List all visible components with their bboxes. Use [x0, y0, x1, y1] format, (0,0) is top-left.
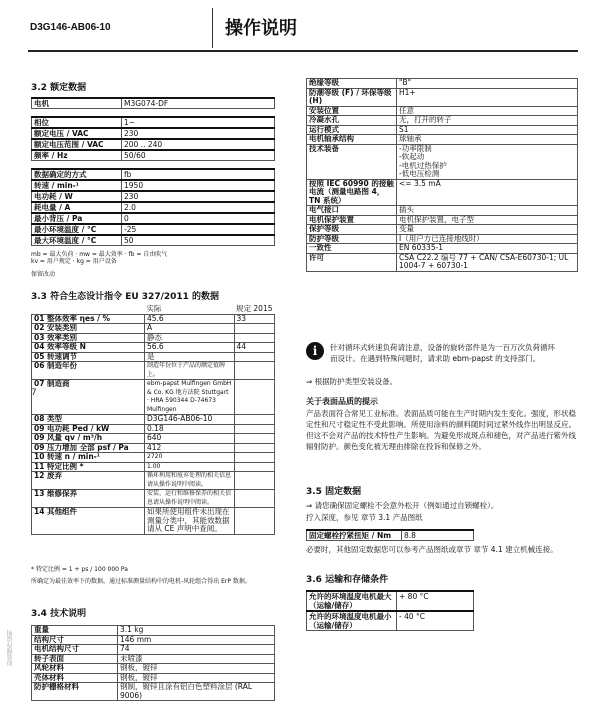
- rated-data-table-2: [31, 168, 275, 246]
- table-cell-value: 钢制，镀锌且涂有铝白色塑料涂层 (RAL 9006): [118, 683, 275, 701]
- table-row: [32, 169, 275, 180]
- table-cell-label: 14 其他组件: [32, 508, 145, 535]
- column-header-required: 规定 2015: [236, 304, 273, 313]
- table-cell-label: 固定螺栓拧紧扭矩 / Nm: [307, 530, 402, 541]
- table-cell-label: 03 效率类别: [32, 333, 145, 343]
- table-cell-label: 最小背压 / Pa: [32, 213, 122, 224]
- table-row: [32, 324, 275, 334]
- info-text: 针对循环式转速负荷请注意，设备的旋转部件是为一百万次负荷循环而设计。在遇到特殊问题时，请求助 ebm-papst 的支持部门。: [330, 343, 555, 363]
- table-cell-label: 频率 / Hz: [32, 150, 122, 161]
- table-row: [32, 415, 275, 425]
- table-row: [32, 472, 275, 490]
- table-cell-label: 风轮材料: [32, 664, 118, 674]
- rated-data-table-1: [31, 116, 275, 161]
- table-cell-label: 绝缘等级: [307, 79, 397, 89]
- table-row: [307, 79, 578, 89]
- table-cell-value: -功率限制 -软起动 -电机过热保护 -低电压检测: [397, 144, 578, 179]
- table-cell-label: 电机: [32, 98, 122, 109]
- table-cell-value: 50/60: [122, 150, 275, 161]
- table-cell-value: 412: [145, 443, 235, 453]
- table-row: [307, 215, 578, 225]
- table-cell-value: 74: [118, 645, 275, 655]
- table-cell-label: 防护栅格材料: [32, 683, 118, 701]
- table-row: [307, 179, 578, 206]
- table-cell-value: 插头: [397, 206, 578, 216]
- table-cell-label: 09 压力增加 全部 psf / Pa: [32, 443, 145, 453]
- table-row: [307, 530, 474, 541]
- table-cell-value: 3.1 kg: [118, 626, 275, 636]
- table-cell-value: [234, 424, 274, 434]
- surface-quality-heading: 关于表面品质的提示: [306, 397, 378, 406]
- table-cell-label: 10 转速 n / min-¹: [32, 453, 145, 463]
- table-cell-value: 是: [145, 352, 235, 362]
- table-cell-label: 结构尺寸: [32, 635, 118, 645]
- table-cell-value: EN 60335-1: [397, 244, 578, 254]
- table-cell-value: [234, 352, 274, 362]
- table-cell-label: 转子表面: [32, 654, 118, 664]
- table-cell-value: 未喷漆: [118, 654, 275, 664]
- tech-data-table-right: [306, 78, 578, 272]
- table-header-row: [32, 305, 275, 314]
- table-cell-value: 44: [234, 343, 274, 353]
- table-cell-label: 额定电压范围 / VAC: [32, 139, 122, 150]
- table-cell-label: 额定电压 / VAC: [32, 128, 122, 139]
- table-row: [32, 202, 275, 213]
- table-cell-label: 02 安装类别: [32, 324, 145, 334]
- table-cell-value: 变量: [397, 225, 578, 235]
- table-cell-label: 电机轴承结构: [307, 135, 397, 145]
- table-row: [32, 434, 275, 444]
- table-row: [32, 683, 275, 701]
- arrow-icon: ⇒: [306, 377, 315, 386]
- table-row: [32, 508, 275, 535]
- table-cell-label: 13 维修保养: [32, 490, 145, 508]
- table-cell-value: ebm-papst Mulfingen GmbH & Co. KG 地方法院 Stuttgart · HRA 590344 D-74673 Mulfingen: [145, 380, 235, 415]
- table-cell-label: 允许的环境温度电机最小（运输/储存）: [307, 611, 397, 631]
- surface-quality-text: 产品表面符合常见工业标准。表面品质可能在生产时期内发生变化。强度，形状稳定性和尺寸稳定性不受此影响。所使用涂料的颜料随时间过紧外线作出明显反应。但这不会对产品的技术特性产生影响。为避免形成斑点和褪色，对产品进行紫外线辐射防护。颜色变化被无理由排除在投诉和保修之外。: [306, 409, 576, 451]
- table-cell-value: [234, 324, 274, 334]
- table-cell-value: -25: [122, 224, 275, 235]
- table-row: [307, 116, 578, 126]
- abbrev-note-1: mb = 最大负荷 · mw = 最大效率 · fb = 自由吹气: [31, 251, 168, 258]
- table-cell-value: 球轴承: [397, 135, 578, 145]
- table-cell-value: M3G074-DF: [122, 98, 275, 109]
- table-cell-value: 电机保护装置，电子型: [397, 215, 578, 225]
- table-row: [32, 224, 275, 235]
- ecodesign-table: [31, 305, 275, 535]
- info-box: [306, 342, 578, 364]
- table-row: [307, 591, 474, 611]
- table-cell-value: I（用户方已连接地线时）: [397, 234, 578, 244]
- table-row: [32, 191, 275, 202]
- table-cell-value: [234, 380, 274, 415]
- table-row: [32, 453, 275, 463]
- table-cell-label: 06 制造年份: [32, 362, 145, 380]
- table-row: [32, 343, 275, 353]
- table-cell-label: 相位: [32, 117, 122, 128]
- table-cell-label: 07 制造商: [32, 380, 145, 415]
- changes-reserved-note: 保留改动: [31, 271, 56, 278]
- page-marker: 7: [31, 388, 37, 398]
- table-cell-value: 50: [122, 235, 275, 246]
- table-cell-value: 1.00: [145, 462, 235, 472]
- table-cell-value: [234, 508, 274, 535]
- table-cell-label: 数据确定的方式: [32, 169, 122, 180]
- table-cell-value: 静态: [145, 333, 235, 343]
- table-cell-label: 保护等级: [307, 225, 397, 235]
- table-cell-value: 146 mm: [118, 635, 275, 645]
- table-cell-value: 230: [122, 128, 275, 139]
- table-cell-value: 640: [145, 434, 235, 444]
- section-3-3-heading: 3.3 符合生态设计指令 EU 327/2011 的数据: [31, 292, 220, 302]
- table-cell-label: 允许的环境温度电机最大（运输/储存）: [307, 591, 397, 611]
- table-row: [32, 139, 275, 150]
- table-cell-value: - 40 °C: [397, 611, 474, 631]
- table-cell-value: 钢板，镀锌: [118, 673, 275, 683]
- table-cell-value: [234, 490, 274, 508]
- document-code: D3G146-AB06-10: [30, 22, 111, 33]
- table-cell-label: 防潮等级 (F) / 环保等级 (H): [307, 88, 397, 106]
- table-cell-value: [234, 415, 274, 425]
- table-cell-label: 按照 IEC 60990 的接触电流（测量电路图 4，TN 系统）: [307, 179, 397, 206]
- table-cell-value: 2.0: [122, 202, 275, 213]
- storage-table: [306, 590, 474, 631]
- table-cell-label: 壳体材料: [32, 673, 118, 683]
- table-row: [32, 235, 275, 246]
- table-cell-label: 08 类型: [32, 415, 145, 425]
- table-cell-label: 重量: [32, 626, 118, 636]
- section-3-2-heading: 3.2 额定数据: [31, 83, 87, 93]
- torque-table: [306, 529, 474, 541]
- table-cell-value: 56.6: [145, 343, 235, 353]
- table-cell-label: 运行模式: [307, 125, 397, 135]
- column-header-actual: 实际: [146, 304, 162, 313]
- table-cell-value: 如果所使用组件未出现在测量分类中，其能效数据请从 CE 声明中查阅。: [145, 508, 235, 535]
- table-row: [307, 253, 578, 271]
- table-cell-label: 05 转速调节: [32, 352, 145, 362]
- table-cell-value: [234, 362, 274, 380]
- table-cell-label: 电气接口: [307, 206, 397, 216]
- table-cell-value: 200 .. 240: [122, 139, 275, 150]
- table-cell-value: H1+: [397, 88, 578, 106]
- table-cell-value: 1~: [122, 117, 275, 128]
- table-row: [32, 462, 275, 472]
- table-cell-value: D3G146-AB06-10: [145, 415, 235, 425]
- table-row: [32, 117, 275, 128]
- table-cell-value: 钢板，镀锌: [118, 664, 275, 674]
- table-cell-value: 1950: [122, 180, 275, 191]
- table-cell-label: 12 废弃: [32, 472, 145, 490]
- table-cell-value: + 80 °C: [397, 591, 474, 611]
- table-cell-value: 2720: [145, 453, 235, 463]
- fixing-ref-text: 必要时，其他固定数据您可以参考产品图纸或章节 章节 4.1 建立机械连接。: [306, 545, 558, 554]
- side-caption: 原装操作说明: [7, 630, 14, 666]
- table-row: [307, 206, 578, 216]
- table-row: [32, 664, 275, 674]
- table-row: [32, 362, 275, 380]
- table-cell-label: 防护等级: [307, 234, 397, 244]
- tech-description-table: [31, 625, 275, 701]
- table-row: [32, 626, 275, 636]
- arrow-icon: ⇒: [306, 501, 315, 510]
- table-cell-label: 01 整体效率 ηes / %: [32, 314, 145, 324]
- header-divider: [212, 8, 213, 48]
- table-cell-value: [234, 472, 274, 490]
- table-cell-label: 许可: [307, 253, 397, 271]
- table-row: [32, 180, 275, 191]
- table-cell-value: 8.8: [402, 530, 474, 541]
- section-3-4-heading: 3.4 技术说明: [31, 609, 87, 619]
- table-cell-value: 0.18: [145, 424, 235, 434]
- table-cell-value: A: [145, 324, 235, 334]
- table-cell-value: <= 3.5 mA: [397, 179, 578, 206]
- table-row: [32, 213, 275, 224]
- table-cell-label: 最小环境温度 / °C: [32, 224, 122, 235]
- table-cell-value: [234, 434, 274, 444]
- table-cell-value: 33: [234, 314, 274, 324]
- table-cell-label: 电机结构尺寸: [32, 645, 118, 655]
- table-cell-value: 制造年份位于产品的额定值牌上。: [145, 362, 235, 380]
- table-row: [307, 225, 578, 235]
- table-row: [32, 490, 275, 508]
- info-bullet: ⇒ 根据防护类型安装设备。: [306, 377, 398, 386]
- table-row: [32, 128, 275, 139]
- table-cell-value: [234, 453, 274, 463]
- table-cell-value: [234, 443, 274, 453]
- table-cell-label: 最大环境温度 / °C: [32, 235, 122, 246]
- rated-data-motor-table: [31, 97, 275, 109]
- table-row: [307, 244, 578, 254]
- table-cell-value: 0: [122, 213, 275, 224]
- table-cell-label: 09 电功耗 Ped / kW: [32, 424, 145, 434]
- section-3-5-heading: 3.5 固定数据: [306, 487, 362, 497]
- table-cell-value: 无，打开的转子: [397, 116, 578, 126]
- table-cell-value: CSA C22.2 编号 77 + CAN/ CSA-E60730-1; UL 1004-7 + 60730-1: [397, 253, 578, 271]
- table-row: [307, 88, 578, 106]
- table-cell-label: 一致性: [307, 244, 397, 254]
- table-cell-label: 冷凝水孔: [307, 116, 397, 126]
- table-cell-value: 230: [122, 191, 275, 202]
- erp-note: 所确定为最佳效率下的数据。通过标准测量结构中的电机-风轮组合得出 ErP 数据。: [31, 578, 251, 585]
- table-cell-value: 45.6: [145, 314, 235, 324]
- abbrev-note-2: kv = 用户规定 · kg = 用户设备: [31, 258, 117, 265]
- page-title: 操作说明: [225, 18, 297, 39]
- specific-ratio-note: * 特定比例 = 1 + ps / 100 000 Pa: [31, 566, 128, 573]
- table-cell-label: 转速 / min-¹: [32, 180, 122, 191]
- table-cell-value: 循环利用和废弃处理的相关信息请从操作说明中阅读。: [145, 472, 235, 490]
- table-cell-label: 电功耗 / W: [32, 191, 122, 202]
- table-cell-label: 安装位置: [307, 106, 397, 116]
- header-rule: [28, 50, 578, 52]
- screw-depth-text: 拧入深度，参见 章节 3.1 产品图纸: [306, 513, 423, 522]
- table-cell-label: 技术装备: [307, 144, 397, 179]
- table-cell-value: "B": [397, 79, 578, 89]
- table-cell-value: fb: [122, 169, 275, 180]
- fixing-bullet: ⇒ 请您确保固定螺栓不会意外松开（例如通过自锁螺栓）。: [306, 501, 499, 510]
- table-row: [307, 611, 474, 631]
- table-cell-value: 任意: [397, 106, 578, 116]
- table-cell-label: 11 特定比例 *: [32, 462, 145, 472]
- table-row: [32, 150, 275, 161]
- section-3-6-heading: 3.6 运输和存储条件: [306, 575, 389, 585]
- table-row: [32, 380, 275, 415]
- table-cell-value: [234, 462, 274, 472]
- table-cell-label: 09 风量 qv / m³/h: [32, 434, 145, 444]
- info-icon: i: [306, 342, 324, 360]
- table-cell-value: 安装、运行和维修保养的相关信息请从操作说明中阅读。: [145, 490, 235, 508]
- table-row: [307, 144, 578, 179]
- table-cell-label: 04 效率等级 N: [32, 343, 145, 353]
- table-row: [32, 645, 275, 655]
- table-cell-value: S1: [397, 125, 578, 135]
- table-row: [307, 135, 578, 145]
- table-row: [32, 98, 275, 109]
- table-cell-label: 耗电量 / A: [32, 202, 122, 213]
- table-cell-label: 电机保护装置: [307, 215, 397, 225]
